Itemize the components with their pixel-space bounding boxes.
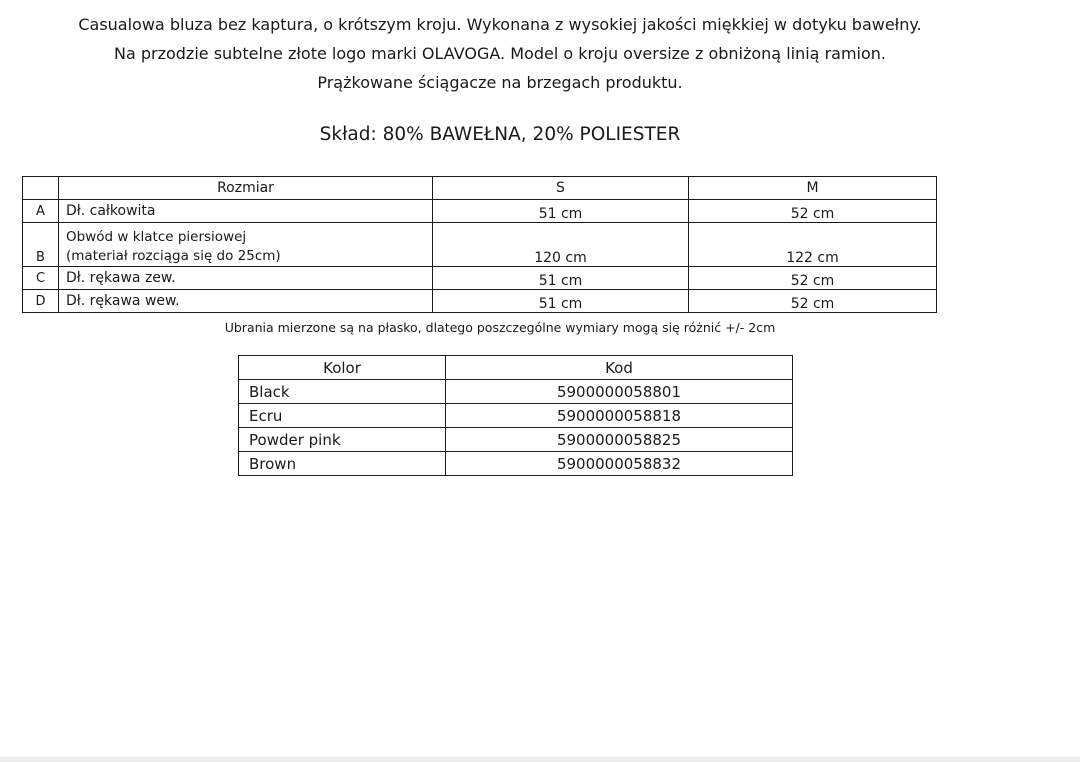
- color-code: 5900000058825: [446, 428, 793, 452]
- row-letter: D: [23, 290, 59, 313]
- color-name: Black: [239, 380, 446, 404]
- size-m-value: 122 cm: [689, 223, 937, 267]
- table-row: [23, 290, 937, 313]
- table-row: [239, 428, 793, 452]
- row-letter: B: [23, 223, 59, 267]
- table-row: [239, 380, 793, 404]
- code-header: Kod: [446, 356, 793, 380]
- color-table-header: [239, 356, 793, 380]
- color-name: Brown: [239, 452, 446, 476]
- row-letter: A: [23, 200, 59, 223]
- table-row: [23, 267, 937, 290]
- size-s-value: 120 cm: [433, 223, 689, 267]
- color-header: Kolor: [239, 356, 446, 380]
- measurement-note: Ubrania mierzone są na płasko, dlatego poszczególne wymiary mogą się różnić +/- 2cm: [224, 320, 776, 335]
- color-code: 5900000058801: [446, 380, 793, 404]
- size-header-s: S: [433, 177, 689, 200]
- size-s-value: 51 cm: [433, 200, 689, 223]
- bottom-divider: [0, 757, 1080, 762]
- row-label-line: Obwód w klatce piersiowej: [66, 229, 247, 245]
- table-row: [239, 452, 793, 476]
- table-row: [23, 223, 937, 267]
- table-row: [239, 404, 793, 428]
- row-label: Dł. rękawa zew.: [59, 267, 433, 290]
- row-letter: C: [23, 267, 59, 290]
- row-label: [59, 223, 433, 267]
- size-m-value: 52 cm: [689, 200, 937, 223]
- description-line: Casualowa bluza bez kaptura, o krótszym kroju. Wykonana z wysokiej jakości miękkiej w dotyku bawełny.: [78, 15, 922, 34]
- color-code: 5900000058818: [446, 404, 793, 428]
- size-header-label: Rozmiar: [59, 177, 433, 200]
- size-m-value: 52 cm: [689, 290, 937, 313]
- empty-cell: [23, 177, 59, 200]
- size-m-value: 52 cm: [689, 267, 937, 290]
- description-line: Prążkowane ściągacze na brzegach produktu.: [317, 73, 683, 92]
- product-description: [0, 10, 1000, 97]
- color-code-table: [238, 355, 793, 476]
- size-s-value: 51 cm: [433, 290, 689, 313]
- size-s-value: 51 cm: [433, 267, 689, 290]
- table-row: [23, 200, 937, 223]
- description-line: Na przodzie subtelne złote logo marki OLAVOGA. Model o kroju oversize z obniżoną linią ramion.: [113, 44, 886, 63]
- color-name: Ecru: [239, 404, 446, 428]
- color-code: 5900000058832: [446, 452, 793, 476]
- composition-text: Skład: 80% BAWEŁNA, 20% POLIESTER: [319, 124, 681, 145]
- size-table-header: [23, 177, 937, 200]
- row-label: Dł. rękawa wew.: [59, 290, 433, 313]
- row-label-line: (materiał rozciąga się do 25cm): [66, 248, 281, 264]
- color-name: Powder pink: [239, 428, 446, 452]
- size-table: [22, 176, 937, 313]
- row-label: Dł. całkowita: [59, 200, 433, 223]
- size-header-m: M: [689, 177, 937, 200]
